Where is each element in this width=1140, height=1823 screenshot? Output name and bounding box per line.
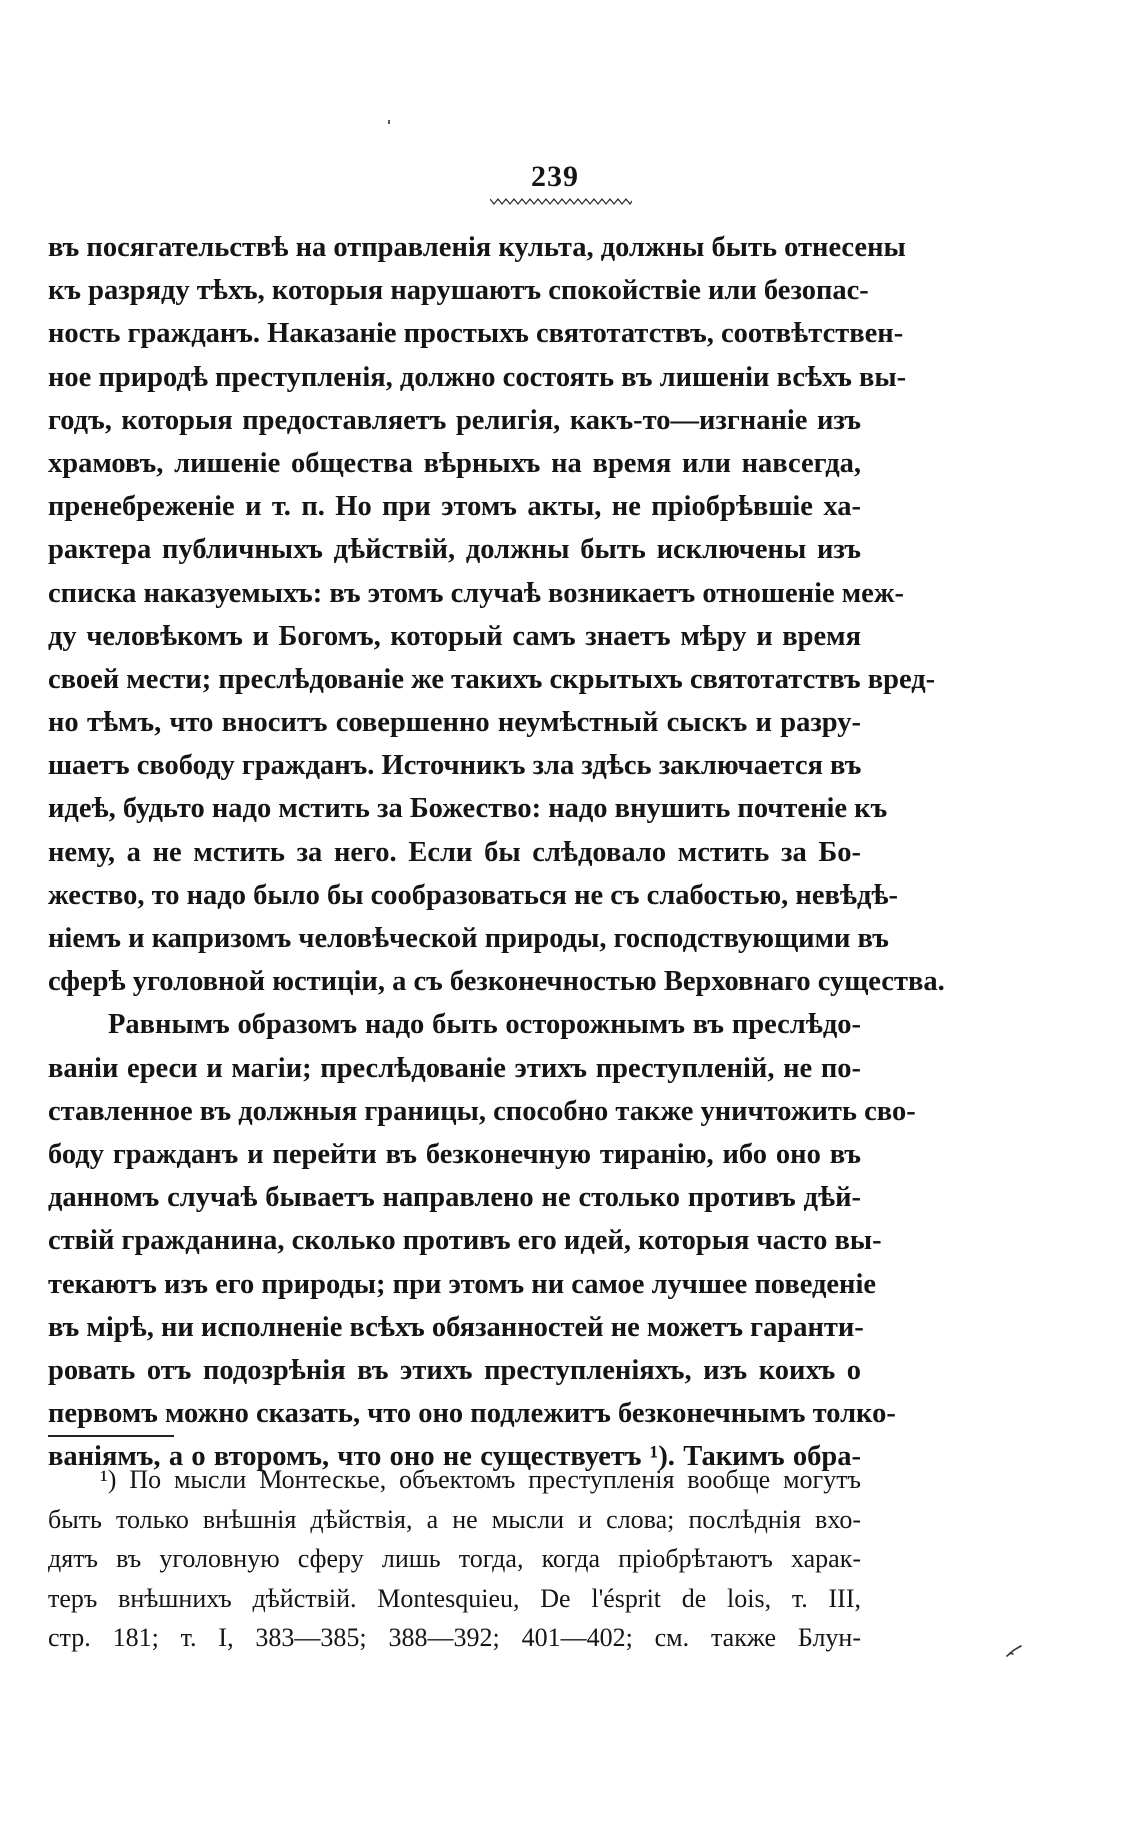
- text-line: ровать отъ подозрѣнія въ этихъ преступленіяхъ, изъ коихъ о: [48, 1354, 861, 1386]
- text-line: рактера публичныхъ дѣйствій, должны быть исключены изъ: [48, 534, 861, 566]
- text-line: ніемъ и капризомъ человѣческой природы, господствующими въ: [48, 923, 889, 954]
- text-line: своей мести; преслѣдованіе же такихъ скрытыхъ святотатствъ вред-: [48, 663, 936, 695]
- text-line: жество, то надо было бы сообразоваться не съ слабостью, невѣдѣ-: [48, 879, 899, 911]
- text-line: къ разряду тѣхъ, которыя нарушаютъ спокойствіе или безопас-: [48, 275, 869, 307]
- footnote-line: ¹) По мысли Монтескье, объектомъ преступленія вообще могутъ: [100, 1465, 861, 1494]
- text-line: сферѣ уголовной юстиціи, а съ безконечностью Верховнаго существа.: [48, 966, 945, 998]
- text-line: списка наказуемыхъ: въ этомъ случаѣ возникаетъ отношеніе меж-: [48, 577, 904, 609]
- main-text: [48, 226, 945, 1478]
- text-line: годъ, которыя предоставляетъ религія, какъ-то—изгнаніе изъ: [48, 404, 861, 436]
- text-line: текаютъ изъ его природы; при этомъ ни самое лучшее поведеніе: [48, 1268, 877, 1300]
- text-line: храмовъ, лишеніе общества вѣрныхъ на время или навсегда,: [48, 447, 861, 479]
- page-number: 239: [531, 160, 579, 193]
- text-line: но тѣмъ, что вноситъ совершенно неумѣстный сыскъ и разру-: [48, 707, 861, 739]
- text-line: въ мірѣ, ни исполненіе всѣхъ обязанностей не можетъ гаранти-: [48, 1311, 864, 1343]
- footnote-line: дятъ въ уголовную сферу лишь тогда, когда пріобрѣтаютъ харак-: [48, 1544, 861, 1573]
- text-line: нему, а не мстить за него. Если бы слѣдовало мстить за Бо-: [48, 836, 861, 868]
- text-line: ствій гражданина, сколько противъ его идей, которыя часто вы-: [48, 1225, 882, 1257]
- text-line-paragraph-start: Равнымъ образомъ надо быть осторожнымъ въ преслѣдо-: [108, 1009, 861, 1041]
- page-number-ornament: [490, 196, 632, 206]
- text-line: ное природѣ преступленія, должно состоять въ лишеніи всѣхъ вы-: [48, 361, 907, 393]
- text-line: ваніямъ, а о второмъ, что оно не существуетъ ¹). Такимъ обра-: [48, 1441, 861, 1473]
- footnote-line: стр. 181; т. I, 383—385; 388—392; 401—402; см. также Блун-: [48, 1623, 861, 1652]
- text-line: боду гражданъ и перейти въ безконечную тиранію, ибо оно въ: [48, 1138, 861, 1170]
- text-line: ставленное въ должныя границы, способно также уничтожить сво-: [48, 1095, 916, 1127]
- pencil-mark: [1006, 1645, 1022, 1657]
- text-line: ность гражданъ. Наказаніе простыхъ святотатствъ, соотвѣтствен-: [48, 318, 904, 350]
- text-line: первомъ можно сказать, что оно подлежитъ безконечнымъ толко-: [48, 1398, 896, 1430]
- text-line: идеѣ, будьто надо мстить за Божество: надо внушить почтеніе къ: [48, 793, 888, 825]
- text-line: ду человѣкомъ и Богомъ, который самъ знаетъ мѣру и время: [48, 620, 861, 652]
- footnote: [48, 1460, 861, 1658]
- footnote-line: теръ внѣшнихъ дѣйствій. Montesquieu, De l'ésprit de lois, т. III,: [48, 1583, 861, 1613]
- print-speck: [388, 120, 390, 124]
- footnote-line: быть только внѣшнія дѣйствія, а не мысли и слова; послѣднія вхо-: [48, 1504, 861, 1534]
- text-line: ваніи ереси и магіи; преслѣдованіе этихъ преступленій, не по-: [48, 1052, 861, 1084]
- text-line: данномъ случаѣ бываетъ направлено не столько противъ дѣй-: [48, 1182, 861, 1214]
- footnote-divider: [48, 1435, 174, 1437]
- text-line: въ посягательствѣ на отправленія культа, должны быть отнесены: [48, 232, 906, 263]
- text-line: пренебреженіе и т. п. Но при этомъ акты, не пріобрѣвшіе ха-: [48, 491, 861, 523]
- text-line: шаетъ свободу гражданъ. Источникъ зла здѣсь заключается въ: [48, 750, 862, 782]
